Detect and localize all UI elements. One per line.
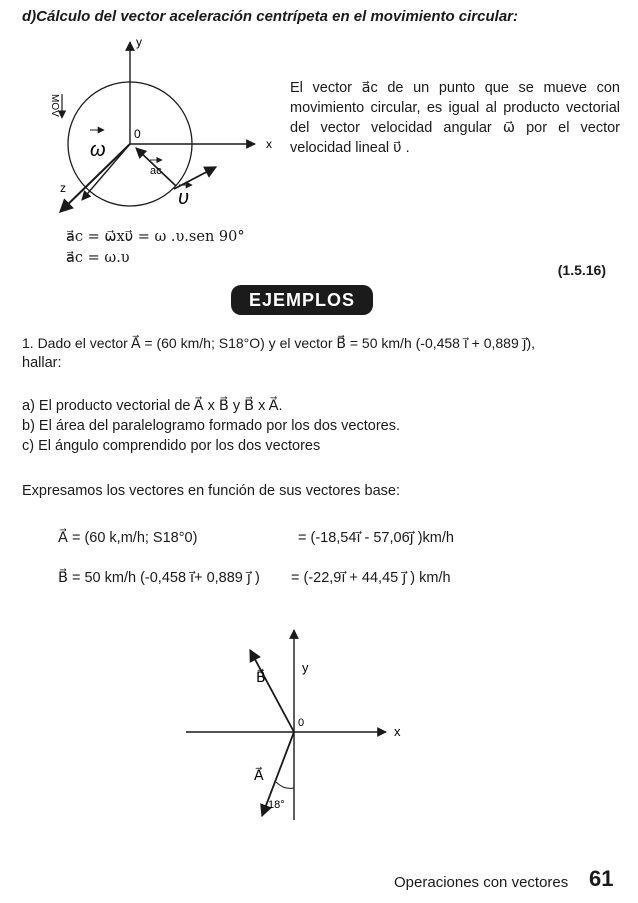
- equation-a-left: A⃗ = (60 k,m/h; S18°0): [58, 530, 198, 546]
- omega-label: ω: [90, 139, 106, 161]
- velocity-vector: [174, 167, 216, 189]
- label-b: B⃗: [256, 669, 266, 685]
- mov-label: MOV: [49, 94, 60, 117]
- problem-statement-cont: hallar:: [22, 355, 62, 371]
- origin-label-2: 0: [298, 717, 305, 729]
- section-title: d)Cálculo del vector aceleración centrípeta en el movimiento circular:: [22, 8, 518, 25]
- item-b: b) El área del paralelogramo formado por los dos vectores.: [22, 418, 400, 434]
- equation-line-1: a⃗c = ω⃗xυ⃗ = ω .υ.sen 90°: [66, 229, 245, 245]
- equation-b-left: B⃗ = 50 km/h (-0,458 i⃗+ 0,889 j⃗ ): [58, 570, 260, 586]
- z-label: z: [60, 181, 66, 195]
- examples-badge: EJEMPLOS: [231, 285, 373, 315]
- problem-statement: 1. Dado el vector A⃗ = (60 km/h; S18°O) y el vector B⃗ = 50 km/h (-0,458 i⃗ + 0,889 j⃗),: [22, 335, 536, 351]
- chapter-footer: Operaciones con vectores: [394, 874, 569, 891]
- intro-text: El vector a⃗c de un punto que se mueve con movimiento circular, es igual al producto vectorial del vector velocidad angular ω⃗ por el vector velocidad lineal υ⃗ .: [290, 80, 620, 156]
- equation-number: (1.5.16): [557, 262, 606, 278]
- v-label: υ: [178, 187, 189, 209]
- x-label-2: x: [394, 724, 401, 739]
- x-label: x: [266, 137, 272, 151]
- equation-b-right: = (-22,9i⃗ + 44,45 j⃗ ) km/h: [291, 570, 451, 586]
- item-a: a) El producto vectorial de A⃗ x B⃗ y B⃗ x A⃗.: [22, 398, 283, 414]
- express-text: Expresamos los vectores en función de sus vectores base:: [22, 483, 400, 499]
- circular-motion-diagram: [40, 32, 290, 222]
- equation-a-right: = (-18,54i⃗ - 57,06j⃗ )km/h: [298, 530, 454, 546]
- ac-label: ac: [150, 165, 162, 177]
- origin-label: 0: [134, 127, 141, 141]
- label-a: A⃗: [254, 767, 264, 783]
- angle-arc: [276, 782, 294, 788]
- angle-label: 18°: [268, 799, 285, 811]
- y-label-2: y: [302, 660, 309, 675]
- vectors-diagram: [180, 620, 420, 830]
- page-number: 61: [589, 866, 614, 891]
- y-label: y: [136, 35, 142, 49]
- vector-b: [250, 650, 294, 732]
- equation-line-2: a⃗c = ω.υ: [66, 250, 130, 266]
- item-c: c) El ángulo comprendido por los dos vectores: [22, 438, 321, 454]
